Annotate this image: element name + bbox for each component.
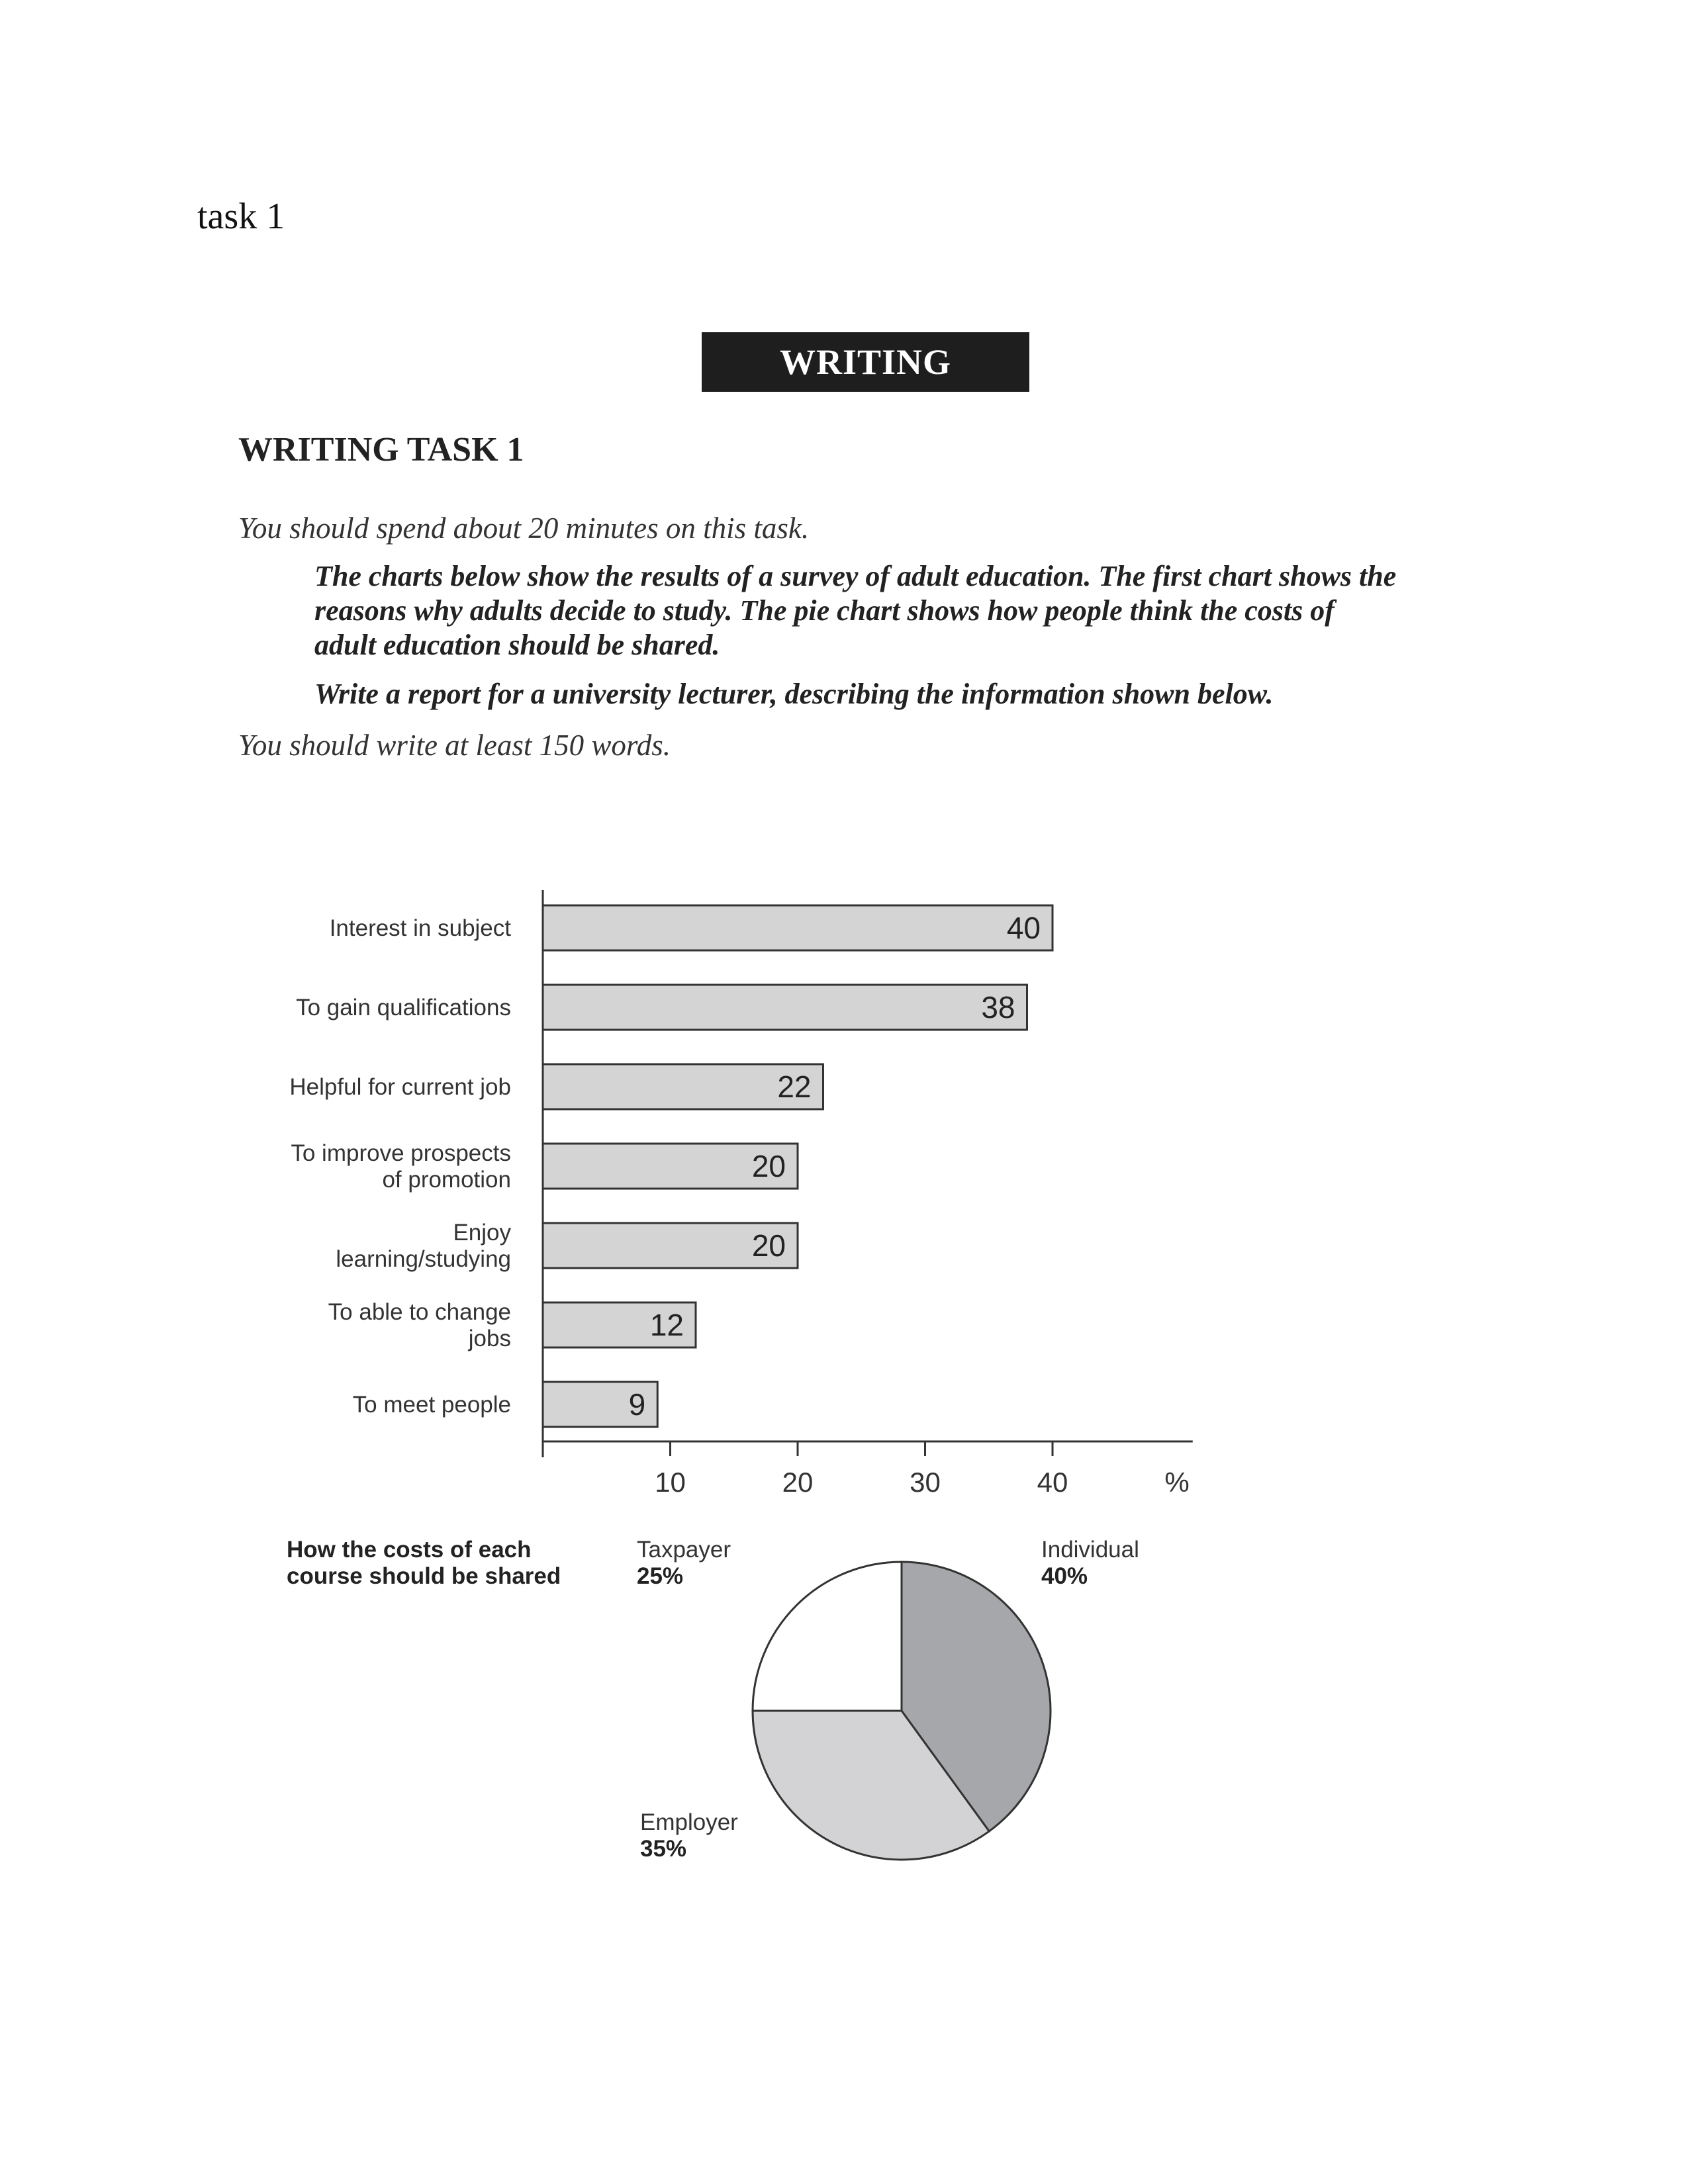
x-tick-label: 20 xyxy=(782,1467,814,1498)
category-label: jobs xyxy=(468,1326,511,1351)
word-count-instruction: You should write at least 150 words. xyxy=(238,729,671,762)
bar-value-label: 20 xyxy=(751,1228,786,1263)
pie-label-percent: 35% xyxy=(640,1836,687,1862)
bar-value-label: 38 xyxy=(981,990,1015,1024)
x-unit-label: % xyxy=(1164,1467,1190,1498)
x-tick-label: 40 xyxy=(1037,1467,1068,1498)
time-instruction: You should spend about 20 minutes on this task. xyxy=(238,512,810,545)
category-label: learning/studying xyxy=(336,1246,511,1272)
prompt-instruction: Write a report for a university lecturer, describing the information shown below. xyxy=(314,678,1274,710)
category-label: Helpful for current job xyxy=(289,1074,511,1100)
section-banner: WRITING xyxy=(702,332,1029,392)
pie-label-name: Taxpayer xyxy=(637,1537,731,1563)
pie-slice-taxpayer xyxy=(753,1562,902,1711)
x-tick-label: 10 xyxy=(655,1467,686,1498)
bar xyxy=(543,985,1027,1030)
bar-value-label: 9 xyxy=(628,1387,646,1422)
bar-value-label: 40 xyxy=(1006,911,1041,945)
bar-value-label: 22 xyxy=(777,1069,812,1104)
bar-value-label: 12 xyxy=(649,1308,684,1342)
pie-label-percent: 40% xyxy=(1041,1563,1088,1589)
pie-title: How the costs of each xyxy=(287,1537,532,1563)
x-tick-label: 30 xyxy=(910,1467,941,1498)
pie-title: course should be shared xyxy=(287,1563,561,1589)
category-label: To gain qualifications xyxy=(296,995,511,1021)
category-label: To able to change xyxy=(328,1299,511,1325)
pie-label-name: Individual xyxy=(1041,1537,1139,1563)
task-label: task 1 xyxy=(197,196,285,237)
prompt-description: The charts below show the results of a survey of adult education. The first chart shows the reasons why adults decide to study. The pie chart shows how people think the costs of adult education should be shared. xyxy=(314,560,1397,661)
bar-value-label: 20 xyxy=(751,1149,786,1183)
pie-label-percent: 25% xyxy=(637,1563,684,1589)
category-label: To meet people xyxy=(352,1392,511,1418)
pie-label-name: Employer xyxy=(640,1809,738,1835)
category-label: Interest in subject xyxy=(329,915,511,941)
bar xyxy=(543,905,1053,950)
category-label: of promotion xyxy=(382,1167,511,1193)
task-heading: WRITING TASK 1 xyxy=(238,431,524,469)
category-label: Enjoy xyxy=(453,1220,511,1246)
category-label: To improve prospects xyxy=(291,1140,511,1166)
